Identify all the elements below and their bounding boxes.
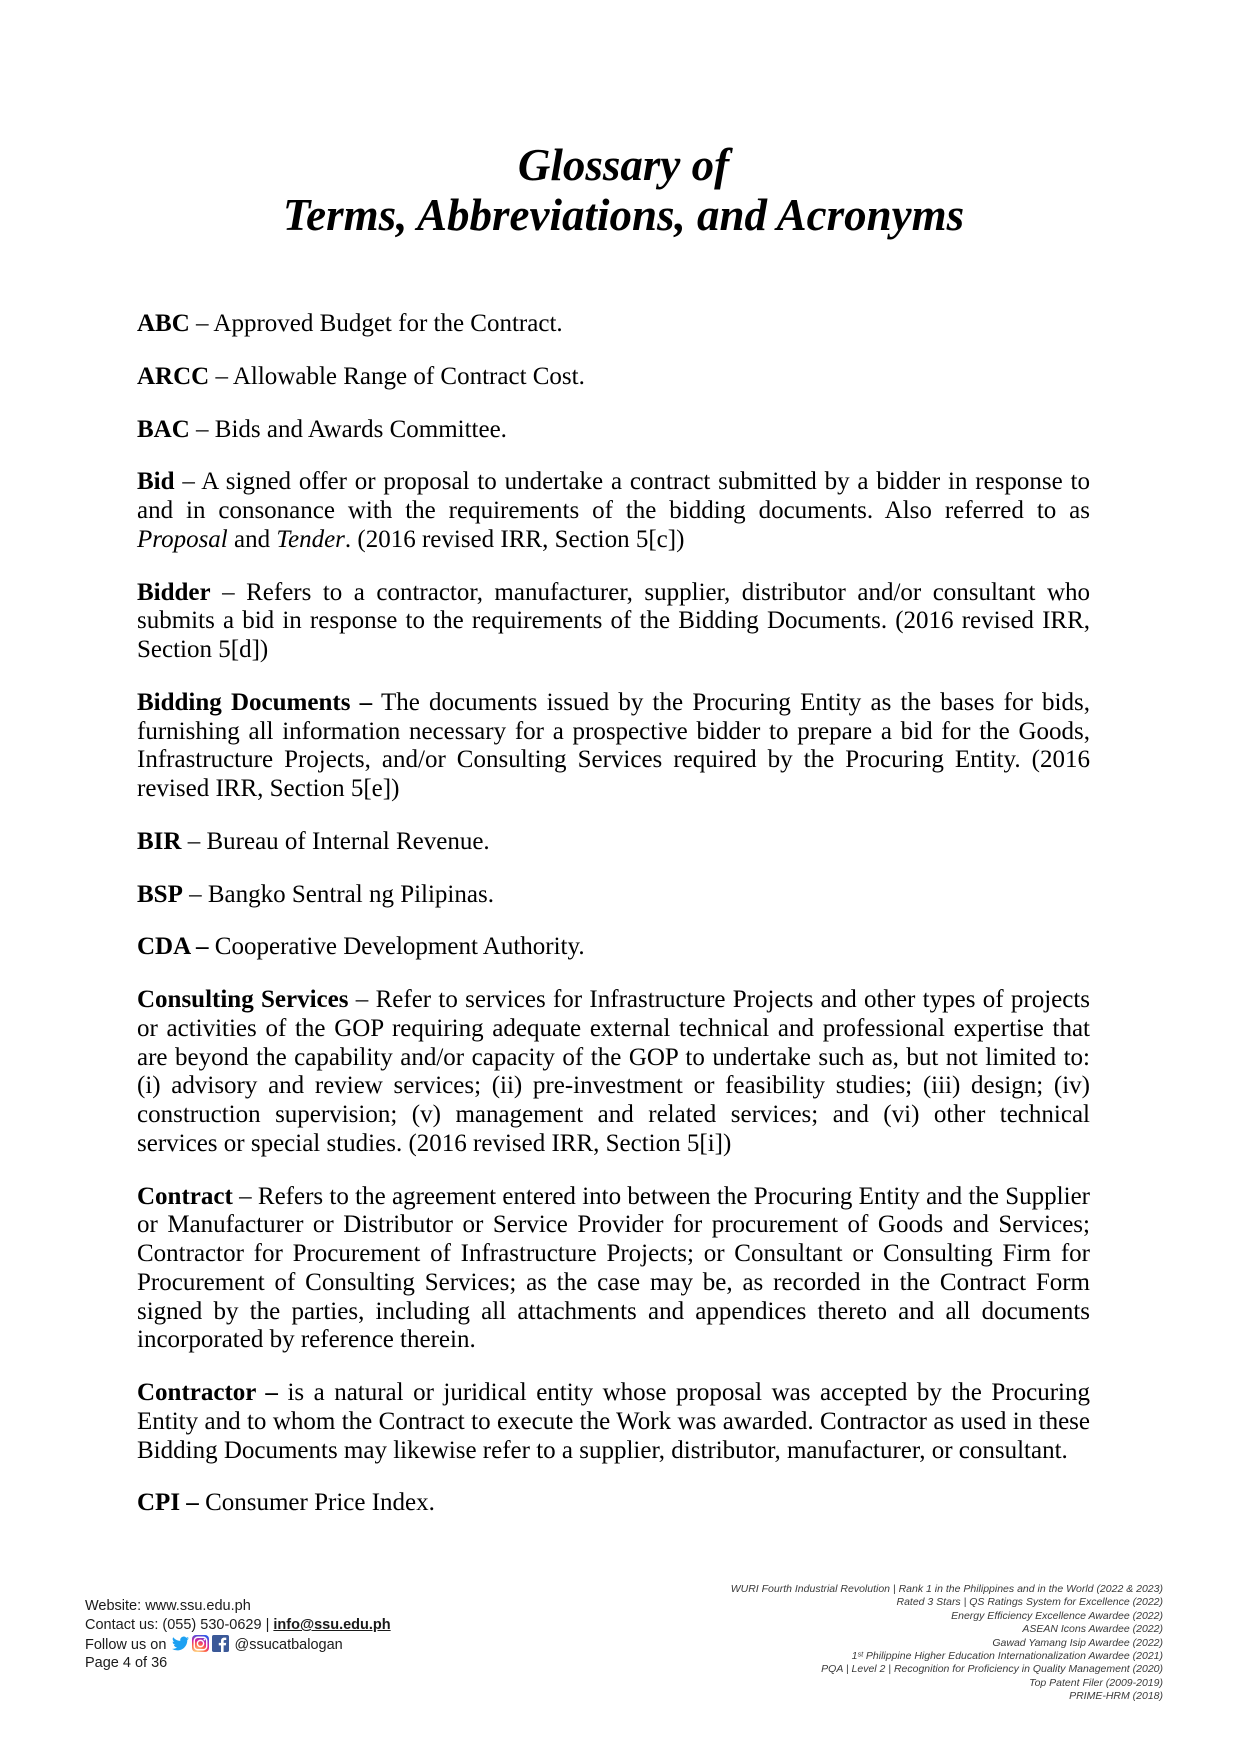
glossary-definition-text: A signed offer or proposal to undertake a contract submitted by a bidder in response to and in consonance with the requirements of the bidding documents. Also referred to as: [137, 468, 1090, 524]
glossary-definition-text: . (2016 revised IRR, Section 5[c]): [344, 525, 685, 553]
glossary-entry-bir: BIR – Bureau of Internal Revenue.: [137, 827, 490, 855]
contact-phone: (055) 530-0629: [162, 1617, 262, 1633]
glossary-term: BAC: [137, 415, 190, 443]
glossary-definition-italic: Proposal: [137, 525, 228, 553]
twitter-icon[interactable]: [172, 1635, 189, 1652]
footer-follow: [85, 1635, 391, 1654]
glossary-definition-text: Refers to a contractor, manufacturer, supplier, distributor and/or consultant who submits a bid in response to the requirements of the Bidding Documents. (2016 revised IRR, Section 5[d]): [137, 578, 1090, 663]
award-line: Top Patent Filer (2009-2019): [1029, 1676, 1163, 1689]
glossary-definition-text: Cooperative Development Authority.: [214, 933, 585, 961]
award-line: PQA | Level 2 | Recognition for Proficiency in Quality Management (2020): [821, 1663, 1163, 1676]
website-value: www.ssu.edu.ph: [145, 1598, 251, 1614]
glossary-definition-text: Bids and Awards Committee.: [214, 415, 507, 443]
glossary-term: Contract: [137, 1182, 233, 1210]
follow-handle: @ssucatbalogan: [234, 1637, 343, 1653]
glossary-term: Bid: [137, 468, 175, 496]
follow-label: Follow us on: [85, 1637, 167, 1653]
glossary-definition-text: Refer to services for Infrastructure Projects and other types of projects or activities of the GOP requiring adequate external technical and professional expertise that are beyond the capability and/or capacity of the GOP to undertake such as, but not limited to: (i) advisory and review services; (ii) pre-investment or feasibility studies; (iii) design; (iv) construction supervision; (v) management and related services; and (vi) other technical services or special studies. (2016 revised IRR, Section 5[i]): [137, 986, 1091, 1157]
instagram-icon[interactable]: [192, 1635, 209, 1652]
award-line: ASEAN Icons Awardee (2022): [1022, 1623, 1163, 1636]
glossary-definition-text: Bureau of Internal Revenue.: [206, 827, 490, 855]
page-number: Page 4 of 36: [85, 1655, 168, 1671]
footer-website: [85, 1597, 391, 1616]
glossary-term: Bidding Documents –: [137, 688, 373, 716]
award-line: WURI Fourth Industrial Revolution | Rank 1 in the Philippines and in the World (2022 & 2023): [730, 1583, 1163, 1595]
contact-separator: |: [265, 1617, 270, 1633]
glossary-definition-text: is a natural or juridical entity whose proposal was accepted by the Procuring Entity and to whom the Contract to execute the Work was awarded. Contractor as used in these Bidding Documents may likewise refer to a supplier, distributor, manufacturer, or consultant.: [137, 1379, 1090, 1464]
website-label: Website:: [85, 1598, 142, 1614]
footer-contact: [85, 1616, 391, 1635]
contact-label: Contact us:: [85, 1617, 159, 1633]
glossary-entry-contractor: [137, 1379, 1090, 1465]
glossary-term: Consulting Services: [137, 986, 349, 1013]
glossary-entry-abc: ABC – Approved Budget for the Contract.: [137, 310, 563, 337]
award-line: 1ˢᵗ Philippine Higher Education Internationalization Awardee (2021): [851, 1650, 1163, 1663]
glossary-definition-text: Allowable Range of Contract Cost.: [232, 362, 585, 390]
award-line: Energy Efficiency Excellence Awardee (2022): [951, 1609, 1163, 1622]
glossary-term: Bidder: [137, 578, 211, 606]
page-title: [147, 140, 1100, 240]
glossary-term: ARCC: [137, 362, 210, 390]
glossary-entry-bidder: Bidder – Refers to a contractor, manufacturer, supplier, distributor and/or consultant who submits a bid in response to the requirements of the Bidding Documents. (2016 revised IRR, Section 5[d]): [137, 578, 1090, 663]
facebook-icon[interactable]: [212, 1635, 229, 1652]
glossary-entry-consulting-services: Consulting Services – Refer to services for Infrastructure Projects and other types of projects or activities of the GOP requiring adequate external technical and professional expertise that are beyond the capability and/or capacity of the GOP to undertake such as, but not limited to: (i) advisory and review services; (ii) pre-investment or feasibility studies; (iii) design; (iv) construction supervision; (v) management and related services; and (vi) other technical services or special studies. (2016 revised IRR, Section 5[i]): [137, 986, 1091, 1157]
glossary-definition-italic: Tender: [276, 525, 345, 553]
contact-email-link[interactable]: info@ssu.edu.ph: [273, 1617, 391, 1633]
glossary-definition-text: Bangko Sentral ng Pilipinas.: [207, 880, 494, 908]
glossary-definition-text: Consumer Price Index.: [205, 1489, 435, 1517]
glossary-definition-text: Refers to the agreement entered into between the Procuring Entity and the Supplier or Manufacturer or Distributor or Service Provider for procurement of Goods and Services; Contractor for Procurement of Infrastructure Projects; or Consultant or Consulting Firm for Procurement of Consulting Services; as the case may be, as recorded in the Contract Form signed by the parties, including all attachments and appendices thereto and all documents incorporated by reference therein.: [137, 1182, 1090, 1354]
award-line: PRIME-HRM (2018): [1069, 1690, 1163, 1703]
glossary-term: ABC: [137, 310, 190, 337]
award-line: Rated 3 Stars | QS Ratings System for Excellence (2022): [896, 1596, 1163, 1609]
glossary-definition-text: The documents issued by the Procuring Entity as the bases for bids, furnishing all information necessary for a prospective bidder to prepare a bid for the Goods, Infrastructure Projects, and/or Consulting Services required by the Procuring Entity. (2016 revised IRR, Section 5[e]): [137, 688, 1090, 802]
glossary-entry-arcc: ARCC – Allowable Range of Contract Cost.: [137, 362, 585, 390]
glossary-entry-cpi: [137, 1489, 1090, 1518]
glossary-entry-bidding-documents: [137, 689, 1090, 804]
glossary-term: CPI –: [137, 1489, 199, 1517]
glossary: [137, 310, 1090, 1518]
glossary-entry-bac: BAC – Bids and Awards Committee.: [137, 415, 507, 443]
footer-awards: [731, 1583, 1163, 1704]
glossary-term: BIR: [137, 827, 182, 855]
glossary-definition-text: and: [227, 525, 277, 553]
award-line: Gawad Yamang Isip Awardee (2022): [992, 1636, 1163, 1649]
glossary-entry-cda: [137, 933, 1090, 962]
glossary-entry-contract: Contract – Refers to the agreement entered into between the Procuring Entity and the Supplier or Manufacturer or Distributor or Service Provider for procurement of Goods and Services; Contractor for Procurement of Infrastructure Projects; or Consultant or Consulting Firm for Procurement of Consulting Services; as the case may be, as recorded in the Contract Form signed by the parties, including all attachments and appendices thereto and all documents incorporated by reference therein.: [137, 1182, 1090, 1354]
page-title-line2: Terms, Abbreviations, and Acronyms: [282, 190, 965, 240]
page-content: [137, 0, 1090, 1542]
glossary-definition-text: Approved Budget for the Contract.: [213, 310, 563, 337]
footer-left: [85, 1597, 391, 1673]
glossary-entry-bid: Bid – A signed offer or proposal to undertake a contract submitted by a bidder in response to and in consonance with the requirements of the bidding documents. Also referred to as Proposal and Tender. (2016 revised IRR, Section 5[c]): [137, 468, 1090, 553]
page-title-line1: Glossary of: [517, 140, 730, 190]
glossary-term: CDA –: [137, 933, 209, 961]
glossary-term: Contractor –: [137, 1379, 278, 1406]
glossary-entry-bsp: BSP – Bangko Sentral ng Pilipinas.: [137, 880, 494, 908]
glossary-term: BSP: [137, 880, 183, 908]
